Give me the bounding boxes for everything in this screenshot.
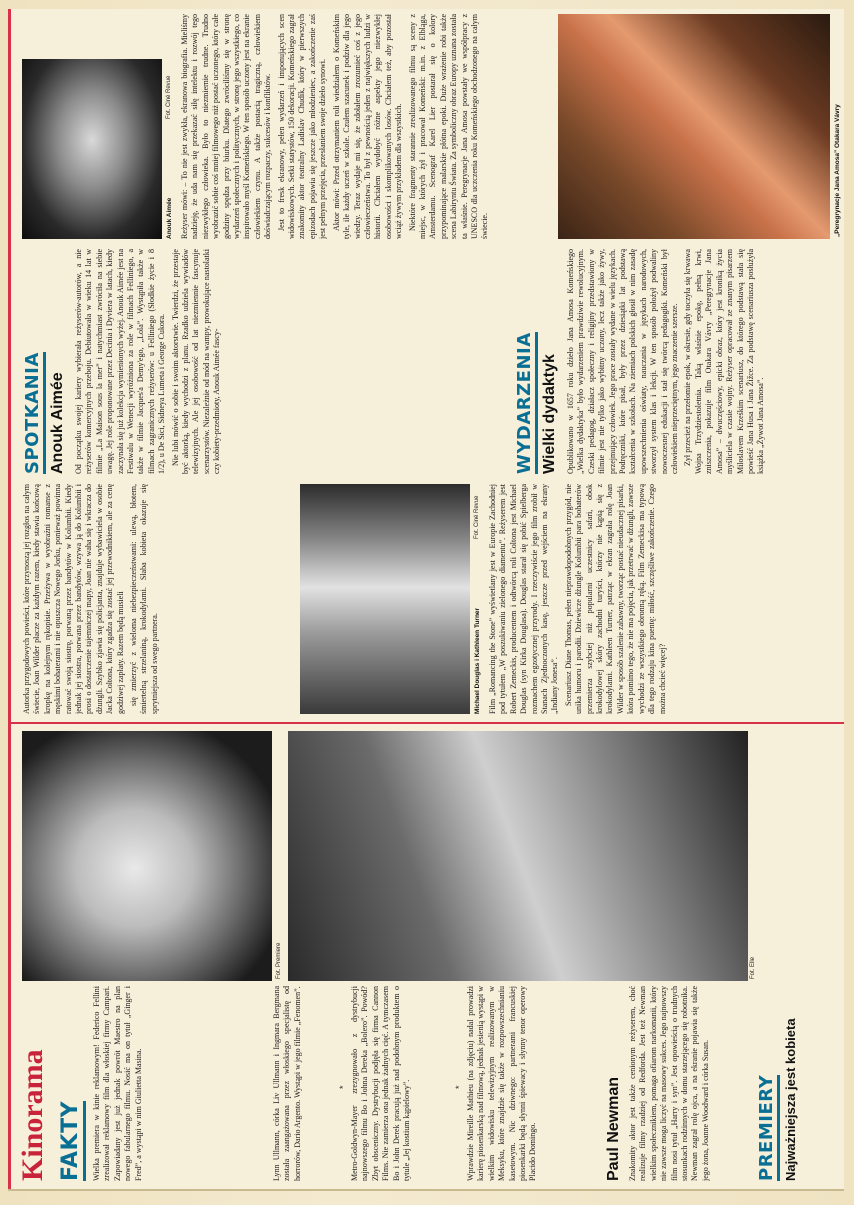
wydarzenia-column	[566, 249, 836, 474]
fakty-column-2	[272, 986, 334, 1181]
separator-star: *	[338, 1085, 348, 1089]
premiery-paragraph: Scenariusz Diane Thomas, pełen nieprawdopodobnych przygód, nie unika humoru i parodii. Dziewicze dżungle Kolumbii para bohaterów przemierza szybciej niż popularni uczestnicy safari, obok krokodylowej skóry zachodni turyści, którzy nie kąpią się z krokodylami. Kathleen Turner, patrząc w ekran zagrała rolę Joan Wilder w sposób szalenie zabawny, tworząc postać nieudacznej pisarki, która pomimo tego, że nie ma pojęcia, jak przetrwać w dżungli, zawsze wychodzi ze wszystkiego obronną ręką. Film Zemeckisa ma typową dla tego rodzaju kina puentę: miłość, szczęśliwe zakończenie. Czego można chcieć więcej?	[563, 484, 667, 714]
komenski-column	[180, 14, 550, 239]
fakty-column-4	[466, 986, 596, 1181]
premiery-paragraph: Film „Romancing the Stone” wyświetlany jest w Europie Zachodniej pod tytułem „W poszukiwaniu zielonego diamentu”. Reżyserem jest Robert Zemeckis, producentem i odtwórcą roli Coltona jest Michael Douglas (syn Kirka Douglasa). Douglas starał się pobić Spielberga rozmachem egzotycznej przyrody. I rzeczywiście jego film zrobił w Stanach Zjednoczonych kasę, jeszcze przed wejściem na ekrany „Indiany Jonesa”.	[488, 484, 560, 714]
headline-anouk-aimee: Anouk Aimée	[49, 372, 66, 474]
photo-douglas-turner-still	[300, 484, 470, 714]
fakty-column-1	[92, 986, 262, 1181]
sheet	[8, 9, 844, 1191]
headline-paul-newman: Paul Newman	[605, 1076, 622, 1181]
premiery-column-2	[488, 484, 838, 714]
section-premiery: PREMIERY	[756, 1075, 780, 1181]
komenski-paragraph: Jest to fresk ekranowy, pełen wydarzeń i imponujących scen widowiskowych. Setki statystów, 150 dekoracji. Komeńskiego zagrał znakomity aktor teatralny Ladislav Chudík, który w pierwszych epizodach pojawia się jeszcze jako młodzieniec, a zakończenie zaś jest pełnym przejęcia, przesłaniem swoje dzieło synowi.	[276, 14, 328, 239]
section-wydarzenia: WYDARZENIA	[514, 332, 538, 474]
premiery-column-1	[22, 484, 292, 714]
separator-star: *	[454, 1085, 464, 1089]
premiery-paragraph: się zmierzyć z wieloma niebezpieczeństwami: ulewą, błotem, śmiertelną strzelaniną, krokodylami. Słaba kobieta okazuje się sprytniejsza od swego partnera.	[129, 484, 159, 714]
spotkania-column	[74, 249, 504, 474]
fakty-column-3	[350, 986, 450, 1181]
credit-cine-revue: Fot. Ciné Revue	[474, 495, 480, 539]
caption-anouk-aimee: Anouk Aimée	[166, 197, 173, 239]
komenski-paragraph: Niektóre fragmenty starannie zrealizowanego filmu są sceny z miejsc, w których żył i pracował Komeński: m.in. z Elbląga, Amsterdamu. Scenograf Karel Lier postarał się o kolory przypominające malarskie płótna epoki. Duże wrażenie robi także scena Labiryntu Świata. Za symboliczny obraz Europy uznana została ta właśnie. Peregrynacje Jana Amosa powstały we współpracy z UNESCO dla uczczenia roku Komeńskiego obchodzonego na całym świecie.	[407, 14, 490, 239]
photo-paul-newman	[288, 731, 748, 981]
section-spotkania: SPOTKANIA	[22, 352, 46, 474]
caption-douglas-turner: Michael Douglas i Kathleen Turner	[474, 607, 481, 714]
fakty-paragraph: Lynn Ullmann, córka Liv Ullmann i Ingmara Bergmana została zaangażowana przez włoskiego specjalistę od horrorów, Dario Argento. Wystąpi w jego filmie „Fenomen”.	[272, 986, 302, 1181]
wydarzenia-paragraph: Zył przecież na przełomie epok, w okresie, gdy toczyła się krwawa Wojna Trzydziestoletnia. Taką właśnie epokę, pełną krwi, zniszczenia, pokazuje film Otakara Vávry „Peregrynacje Jana Amosa” – dwuczęściowy, epicki obraz, który jest kroniką życia myśliciela w czasie wojny. Reżyser opracował ze znanym pisarzem Miloslavem Krześkim scenariusz, do którego podstawą stała się powieść Jana Husa i Jana Žižce. Za podstawę scenariusza posłużyła książka „Żywot Jana Amosa”.	[683, 249, 766, 474]
spotkania-paragraph: Nie lubi mówić o sobie i swoim aktorstwie. Twierdzi, że przestaje być aktorką, kiedy wychodzi z planu. Rzadko udziela wywiadów telewizyjnych. Ale jej osobowość od lat niezmiennie fascynuje scenarzystów. Niezależnie od mód na wampy, prowokujące nastolatki czy kobiety-przedmioty, Anouk Aimée fascy-	[170, 249, 222, 474]
fakty-paragraph: Wielka premiera w kinie reklamowym! Federico Fellini zrealizował reklamowy film dla włoskiej firmy Campari. Zapowiadany jest już jednak powrót Maestro na plan nowego fabularnego filmu. Nosić ma on tytuł „Ginger i Fred”, a wystąpi w nim Giulietta Masina.	[92, 986, 143, 1181]
komenski-paragraph: Reżyser mówi: – To nie jest zwykła, ekranowa biografia. Mieliśmy nadzieję, że uda nam się przekazać siłę intelektu i rozwój tego niezwykłego człowieka. Było to niezmiernie trudne. Trudno wyobrazić sobie coś mniej filmowego niż postać uczonego, który całe godziny spędza przy biurku. Dlatego zwróciliśmy się w stronę wydarzeń społecznych i politycznych, w stronę jego wszystkiego, co inspirowało myśl Komeńskiego. W ten sposób uczony jest na ekranie człowiekiem czynu. A także postacią tragiczną, człowiekiem doświadczającym rozpaczy, sukcesów i konfliktów.	[180, 14, 273, 239]
section-fakty: FAKTY	[58, 1101, 86, 1181]
credit-elle: Fot. Elle	[750, 956, 756, 979]
photo-peregrynacje	[558, 14, 830, 239]
fakty-paragraph: Wprawdzie Mireille Mathieu (na zdjęciu) nadal prowadzi karierę piosenkarską nad filmową, jednak jesienią wystąpi w wielkim widowisku telewizyjnym realizowanym w Meksyku, które znajdzie się także w rozpowszechnianiu kasetowym. Nic dziwnego: partnerami francuskiej piosenkarki będą słynni śpiewacy i słynny tenor operowy Placido Domingo.	[466, 986, 538, 1181]
headline-wielki-dydaktyk: Wielki dydaktyk	[541, 354, 558, 474]
premiery-paragraph: Autorka przygodowych powieści, które przynoszą jej rozgłos na całym świecie, Joan Wilder płacze za każdym razem, kiedy stawia końcową kropkę na kolejnym rękopisie. Przeżywa w wyobraźni romanse z męskimi bohaterami i nie opuszcza Nowego Jorku, ponieważ powinna ratować swoją siostrę, porwaną przez bandytów w Kolumbii. Kiedy jednak jej siostra, porwana przez bandytów, wzywa ją do Kolumbii i prosi o dostarczenie tajemniczej mapy, Joan nie waha się i wkracza do dżungli. Szybko zjawia się policjanta, znajduje wybawiciela w osobie Jacka Coltona, który zgadza się zostać jej przewodnikiem, ale za cenę godziwej zapłaty. Razem będą musieli	[22, 484, 125, 714]
credit-cine-revue-2: Fot. Ciné Revue	[166, 75, 172, 119]
photo-anouk-aimee	[22, 59, 162, 239]
spotkania-paragraph: Od początku swojej kariery wybierała reżyserów-autorów, a nie reżyserów komercyjnych przeboju. Debiutowała w wieku 14 lat w filmie „La Maison sous la mer” i natychmiast zwróciła na siebie uwagę. Jej role proponowane przez Decinia i Dyviera w latach, kiedy zaczynała się już kolekcja wymienionych wyżej. Anouk Aimée jest na Festiwalu w Wenecji wyróżniona za role w filmach Felliniego, a także w filmie Jacques'a Demy'ego, „Lola”. Wystąpiła także w filmach zagranicznych reżyserów: u Felliniego (Słodkie życie i 8 1/2), u De Sici, Sidneya Lumeta i George Cukora.	[74, 249, 167, 474]
headline-premiery: Najważniejsza jest kobieta	[783, 1018, 798, 1181]
caption-peregrynacje: „Peregrynacje Jana Amosa” Otakara Vávry	[834, 104, 841, 237]
wydarzenia-paragraph: Opublikowano w 1657 roku dzieło Jana Amosa Komeńskiego „Wielka dydaktyka” było wydarzeniem prawdziwie rewolucyjnym. Czeski pedagog, działacz społeczny i religijny przedstawiony w filmie jest nie tylko jako wybitny uczony, lecz także jako żywy, przejmujący człowiek. Jego prace zostały wydane w wielu językach. Podręczniki, które pisał, były przez dziesiątki lat podstawą kształcenia w szkołach. Na ziemiach polskich głosił w nim zasadę upowszechnienia oświaty, nauczania w językach narodowych, stworzył system klas i lekcji. W ten sposób położył podwaliny nowoczesnej edukacji i stał się twórcą pedagogiki. Komeński był człowiekiem nieprzeciętnym, jego znaczenie szersze.	[566, 249, 680, 474]
column-rule	[8, 722, 844, 724]
brand-title: Kinorama	[16, 1049, 49, 1181]
photo-mireille-mathieu	[22, 731, 272, 981]
credit-premiere: Fot. Premiere	[276, 942, 282, 979]
column-rule	[8, 9, 11, 1189]
fakty-paragraph: Metro-Goldwyn-Mayer zrezygnowało z dystrybucji najnowszego filmu Bo i Johna Dereka „Bolero”. Powód? Zbyt obsceniczny. Dystrybucji podjęła się firma Cannon Films. Nie zamierza ona jednak żadnych cięć. A tymczasem Bo i John Derek pracują już nad podobnym produktem o tytule „Jej kostium kąpielowy”.	[350, 986, 412, 1181]
newman-paragraph: Znakomity aktor jest także cenionym reżyserem, choć realizuje filmy rzadziej od Redforda. Jest też Newman wielkim społecznikiem, pomaga ofiarom narkomanii, który nie zawsze moga liczyć na masowy sukces. Jego najnowszy film nosi tytuł „Harry i syn”. Jest opowieścią o trudnych stosunkach rodzinnych w domu starzejącego się robotnika. Newman zagrał rolę ojca, a na ekranie pojawia się także jego żona, Joanne Woodward i córka Susan.	[628, 986, 710, 1181]
newman-column	[628, 986, 748, 1181]
komenski-paragraph: Aktor mówi: Przed otrzymaniem roli wiedziałem o Komeńskim tyle, ile każdy uczeń w szkole. Czułem szacunek i podziw dla jego wiedzy. Teraz wydaje mi się, że zdołałem zrozumieć coś z jego człowieczeństwa. To był z pewnością jeden z największych ludzi w historii. Chciałem wydobyć różne aspekty jego niezwykłej osobowości i skomplikowanych losów. Chciałem też, aby pozostał wciąż żywym przykładem dla wszystkich.	[331, 14, 404, 239]
